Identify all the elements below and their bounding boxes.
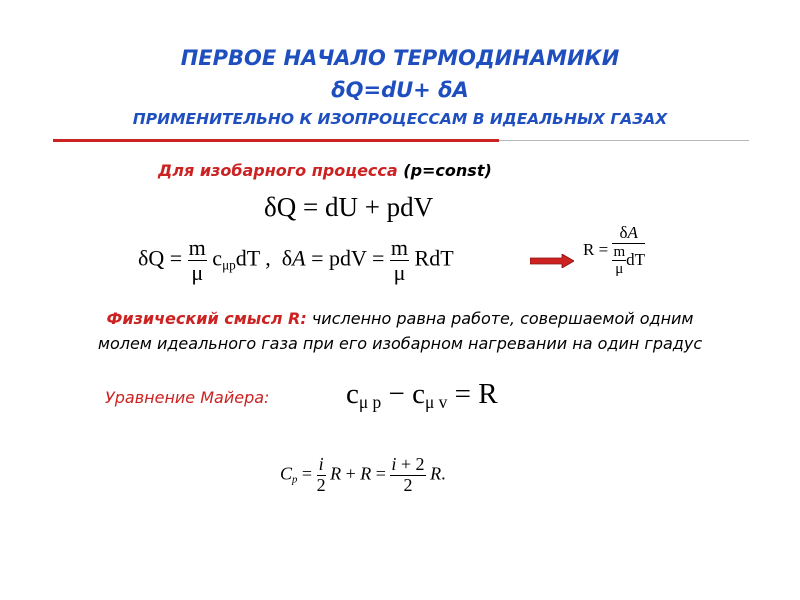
physical-meaning-label: Физический смысл R: (106, 309, 307, 328)
right-arrow-icon (530, 254, 574, 268)
equation-isobaric-first-law: δQ = dU + pdV (264, 192, 434, 222)
equation-heat-work: δQ = $\frac{m}{\mu}$ $c_{\mu p}dT$ , δA = pdV = $\frac{m}{\mu}$ RdT (138, 235, 454, 286)
first-law-formula: δQ=dU+ δA (331, 78, 469, 102)
divider-red (53, 139, 499, 142)
equation-heat-capacity: $C_p$ = $\frac{i}{2}$ R + R = $\frac{i + 2}{2}$ R. (280, 454, 446, 495)
section-heading (158, 161, 492, 180)
mayer-label: Уравнение Майера: (105, 388, 270, 407)
divider-gray (499, 140, 749, 141)
physical-meaning-body-2: молем идеального газа при его изобарном нагревании на один градус (97, 334, 703, 353)
mayer-equation: $c_{\mu p} - c_{\mu v} = R$ (346, 378, 498, 413)
section-label: Для изобарного процесса (158, 161, 404, 180)
equation-r-definition: R = δA $\frac{m}{\mu}$ dT (583, 223, 645, 278)
physical-meaning-body: численно равна работе, совершаемой одним (306, 309, 694, 328)
physical-meaning-text (0, 306, 800, 356)
slide-subtitle: ПРИМЕНИТЕЛЬНО К ИЗОПРОЦЕССАМ В ИДЕАЛЬНЫХ ГАЗАХ (132, 110, 668, 128)
section-condition: (p=const) (403, 161, 492, 180)
slide-title: ПЕРВОЕ НАЧАЛО ТЕРМОДИНАМИКИ (180, 46, 620, 70)
